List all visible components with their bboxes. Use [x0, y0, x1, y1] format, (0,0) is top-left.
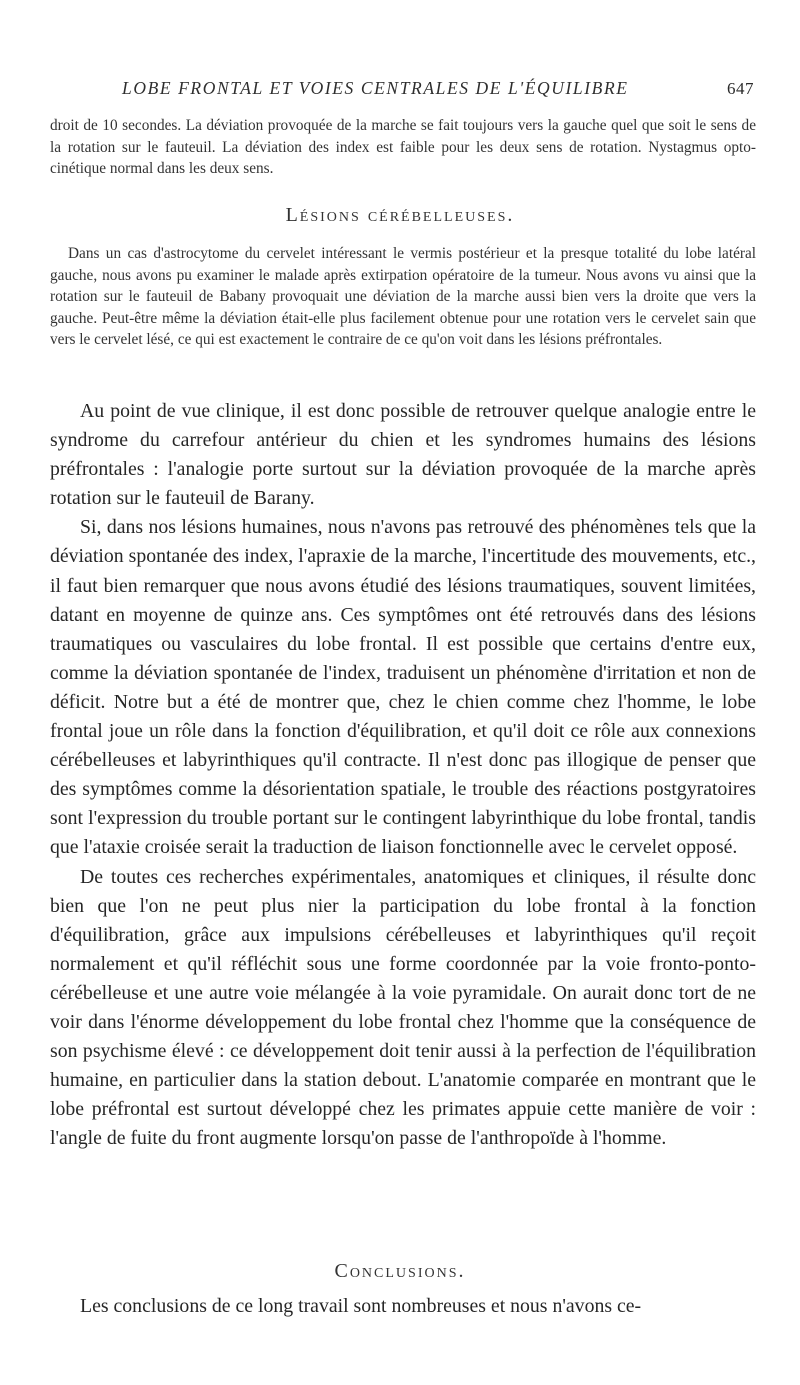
heading-cerebellar-lesions: Lésions cérébelleuses.	[285, 204, 515, 226]
main-paragraph-3: De toutes ces recherches expérimentales, anatomiques et cliniques, il résulte donc bien que l'on ne peut plus nier la participation du lobe frontal à la fonction d'équilibration, grâce aux impulsions cérébelleuses et labyrinthiques qu'il reçoit normalement et qu'il réfléchit sous une forme coordonnée par la voie fronto-ponto-cérébelleuse et une autre voie mélangée à la voie pyramidale. On aurait donc tort de ne voir dans l'énorme développement du lobe frontal chez l'homme que la conséquence de son psychisme élevé : ce développement doit tenir aussi à la perfection de l'équilibration humaine, en particulier dans la station debout. L'anatomie comparée en montrant que le lobe préfrontal est surtout développé chez les primates appuie cette manière de voir : l'angle de fuite du front augmente lorsqu'on passe de l'anthropoïde à l'homme.	[50, 865, 756, 1150]
running-header	[122, 78, 754, 102]
running-title: LOBE FRONTAL ET VOIES CENTRALES DE L'ÉQUILIBRE	[122, 78, 629, 98]
intro-paragraph: droit de 10 secondes. La déviation provoquée de la marche se fait toujours vers la gauche quel que soit le sens de la rotation sur le fauteuil. La déviation des index est faible pour les deux sens de rotation. Nystagmus opto-cinétique normal dans les deux sens.	[50, 117, 756, 177]
conclusions-paragraph: Les conclusions de ce long travail sont nombreuses et nous n'avons ce-	[80, 1295, 642, 1317]
page-number: 647	[727, 79, 754, 98]
cerebellar-paragraph: Dans un cas d'astrocytome du cervelet intéressant le vermis postérieur et la presque totalité du lobe latéral gauche, nous avons pu examiner le malade après extirpation opératoire de la tumeur. Nous avons vu ainsi que la rotation sur le fauteuil de Babany provoquait une déviation de la marche aussi bien vers la droite que vers la gauche. Peut-être même la déviation était-elle plus facilement obtenue pour une rotation vers le cervelet sain que vers le cervelet lésé, ce qui est exactement le contraire de ce qu'on voit dans les lésions préfrontales.	[50, 245, 756, 348]
intro-paragraph-block	[50, 115, 756, 180]
heading-conclusions: Conclusions.	[334, 1260, 466, 1282]
cerebellar-paragraph-block	[50, 243, 756, 351]
main-text	[50, 397, 756, 1153]
conclusions-block	[50, 1292, 756, 1321]
main-paragraph-2: Si, dans nos lésions humaines, nous n'avons pas retrouvé des phénomènes tels que la déviation spontanée des index, l'apraxie de la marche, l'incertitude des mouvements, etc., il faut bien remarquer que nous avons étudié des lésions traumatiques, souvent limitées, datant en moyenne de quinze ans. Ces symptômes ont été retrouvés dans des lésions traumatiques ou vasculaires du lobe frontal. Il est possible que certains d'entre eux, comme la déviation spontanée de l'index, traduisent un phénomène d'irritation et non de déficit. Notre but a été de montrer que, chez le chien comme chez l'homme, le lobe frontal joue un rôle dans la fonction d'équilibration, et qu'il doit ce rôle aux connexions cérébelleuses et labyrinthiques qu'il contracte. Il n'est donc pas illogique de penser que des symptômes comme la désorientation spatiale, le trouble des réactions postgyratoires sont l'expression du trouble portant sur le contingent labyrinthique du lobe frontal, tandis que l'ataxie croisée serait la traduction de liaison fonctionnelle avec le cervelet opposé.	[50, 516, 756, 859]
main-paragraph-1: Au point de vue clinique, il est donc possible de retrouver quelque analogie entre le syndrome du carrefour antérieur du chien et les syndromes humains des lésions préfrontales : l'analogie porte surtout sur la déviation provoquée de la marche après rotation sur le fauteuil de Barany.	[50, 400, 756, 510]
